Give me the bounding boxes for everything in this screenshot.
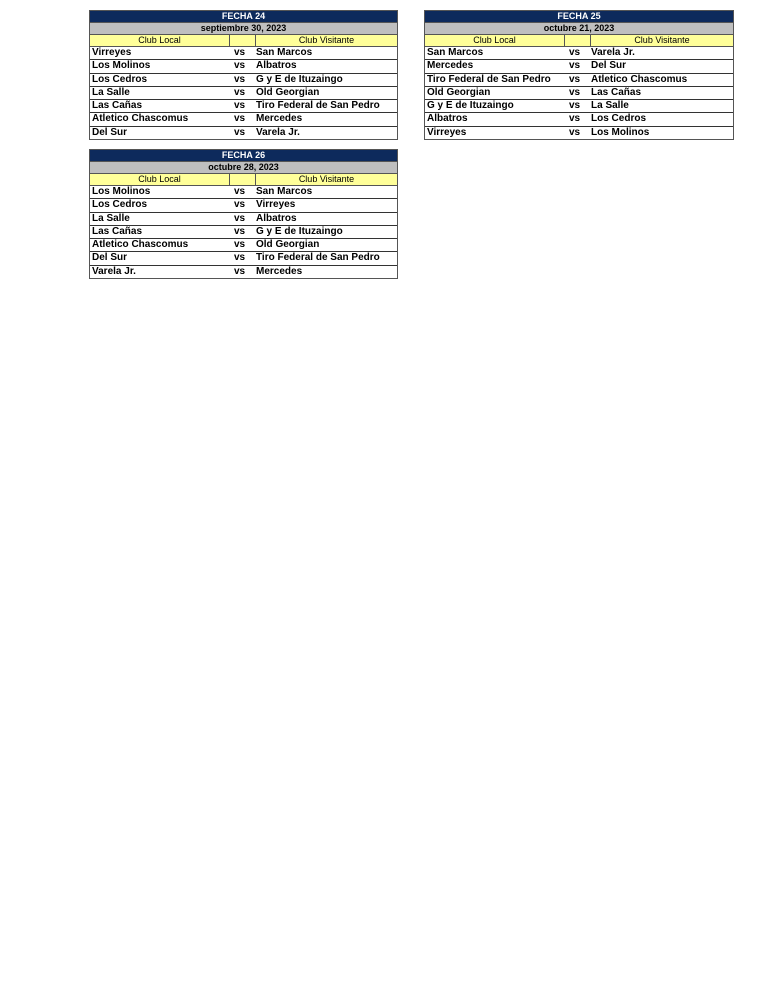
local-team: Del Sur (92, 126, 128, 138)
visiting-team: Mercedes (256, 113, 303, 125)
fecha-25-table (424, 10, 734, 140)
local-team: Los Cedros (92, 199, 148, 211)
fecha-26-table (89, 149, 398, 279)
vs-label: vs (234, 86, 246, 98)
header-club-visitante: Club Visitante (634, 35, 690, 45)
match-row (425, 87, 733, 100)
local-team: La Salle (92, 86, 130, 98)
vs-label: vs (569, 100, 581, 112)
vs-label: vs (234, 239, 246, 251)
visiting-team: San Marcos (256, 186, 313, 197)
local-team: Old Georgian (427, 86, 491, 98)
vs-label: vs (569, 60, 581, 72)
match-row (425, 113, 733, 126)
match-row (90, 113, 397, 126)
match-row (90, 74, 397, 87)
match-row (90, 87, 397, 100)
vs-label: vs (234, 126, 246, 138)
visiting-team: Varela Jr. (591, 47, 635, 58)
visiting-team: Virreyes (256, 199, 296, 211)
match-row (90, 226, 397, 239)
header-vs-spacer (565, 35, 591, 46)
local-team: Del Sur (92, 252, 128, 264)
local-team: Los Molinos (92, 60, 151, 72)
vs-label: vs (234, 265, 246, 277)
match-row (90, 239, 397, 252)
header-club-local: Club Local (90, 174, 230, 185)
fecha-date: octubre 28, 2023 (90, 161, 397, 173)
visiting-team: Tiro Federal de San Pedro (256, 100, 380, 112)
visiting-team: Tiro Federal de San Pedro (256, 252, 380, 264)
header-club-local: Club Local (90, 35, 230, 46)
vs-label: vs (234, 60, 246, 72)
local-team: G y E de Ituzaingo (427, 100, 514, 112)
visiting-team: Mercedes (256, 265, 303, 277)
match-row (90, 100, 397, 113)
header-club-visitante: Club Visitante (298, 35, 355, 45)
vs-label: vs (569, 113, 581, 125)
fecha-title: FECHA 26 (90, 150, 397, 161)
visiting-team: Varela Jr. (256, 126, 300, 138)
visiting-team: Del Sur (591, 60, 627, 72)
vs-label: vs (234, 199, 246, 211)
local-team: San Marcos (427, 47, 484, 58)
match-row (425, 127, 733, 139)
local-team: Atletico Chascomus (92, 113, 189, 125)
visiting-team: Atletico Chascomus (591, 73, 688, 85)
match-row (90, 47, 397, 60)
local-team: Virreyes (92, 47, 132, 58)
local-team: Las Cañas (92, 100, 143, 112)
header-club-visitante: Club Visitante (298, 174, 355, 184)
local-team: Atletico Chascomus (92, 239, 189, 251)
local-team: Los Cedros (92, 73, 148, 85)
vs-label: vs (569, 73, 581, 85)
match-row (90, 127, 397, 139)
match-row (425, 74, 733, 87)
vs-label: vs (234, 47, 246, 58)
header-club-local: Club Local (425, 35, 565, 46)
local-team: Las Cañas (92, 225, 143, 237)
vs-label: vs (234, 225, 246, 237)
visiting-team: Las Cañas (591, 86, 642, 98)
match-row (425, 60, 733, 73)
fecha-date: septiembre 30, 2023 (90, 22, 397, 34)
fecha-24-table (89, 10, 398, 140)
vs-label: vs (234, 186, 246, 197)
vs-label: vs (234, 73, 246, 85)
visiting-team: G y E de Ituzaingo (256, 73, 343, 85)
match-row (90, 60, 397, 73)
vs-label: vs (234, 100, 246, 112)
match-row (90, 266, 397, 278)
local-team: Albatros (427, 113, 468, 125)
fecha-date: octubre 21, 2023 (425, 22, 733, 34)
local-team: Mercedes (427, 60, 474, 72)
visiting-team: Old Georgian (256, 239, 320, 251)
vs-label: vs (234, 113, 246, 125)
match-row (90, 186, 397, 199)
local-team: Tiro Federal de San Pedro (427, 73, 551, 85)
local-team: La Salle (92, 212, 130, 224)
vs-label: vs (234, 212, 246, 224)
match-row (425, 100, 733, 113)
local-team: Los Molinos (92, 186, 151, 197)
visiting-team: Los Molinos (591, 126, 650, 138)
vs-label: vs (569, 126, 581, 138)
match-row (425, 47, 733, 60)
local-team: Varela Jr. (92, 265, 136, 277)
visiting-team: La Salle (591, 100, 629, 112)
fecha-title: FECHA 24 (90, 11, 397, 22)
fecha-title: FECHA 25 (425, 11, 733, 22)
column-header-row (90, 34, 397, 47)
header-vs-spacer (230, 174, 256, 185)
match-row (90, 252, 397, 265)
vs-label: vs (569, 47, 581, 58)
column-header-row (425, 34, 733, 47)
column-header-row (90, 173, 397, 186)
visiting-team: Old Georgian (256, 86, 320, 98)
visiting-team: Albatros (256, 60, 297, 72)
local-team: Virreyes (427, 126, 467, 138)
match-row (90, 213, 397, 226)
visiting-team: Albatros (256, 212, 297, 224)
vs-label: vs (569, 86, 581, 98)
visiting-team: San Marcos (256, 47, 313, 58)
match-row (90, 199, 397, 212)
visiting-team: Los Cedros (591, 113, 647, 125)
vs-label: vs (234, 252, 246, 264)
header-vs-spacer (230, 35, 256, 46)
visiting-team: G y E de Ituzaingo (256, 225, 343, 237)
